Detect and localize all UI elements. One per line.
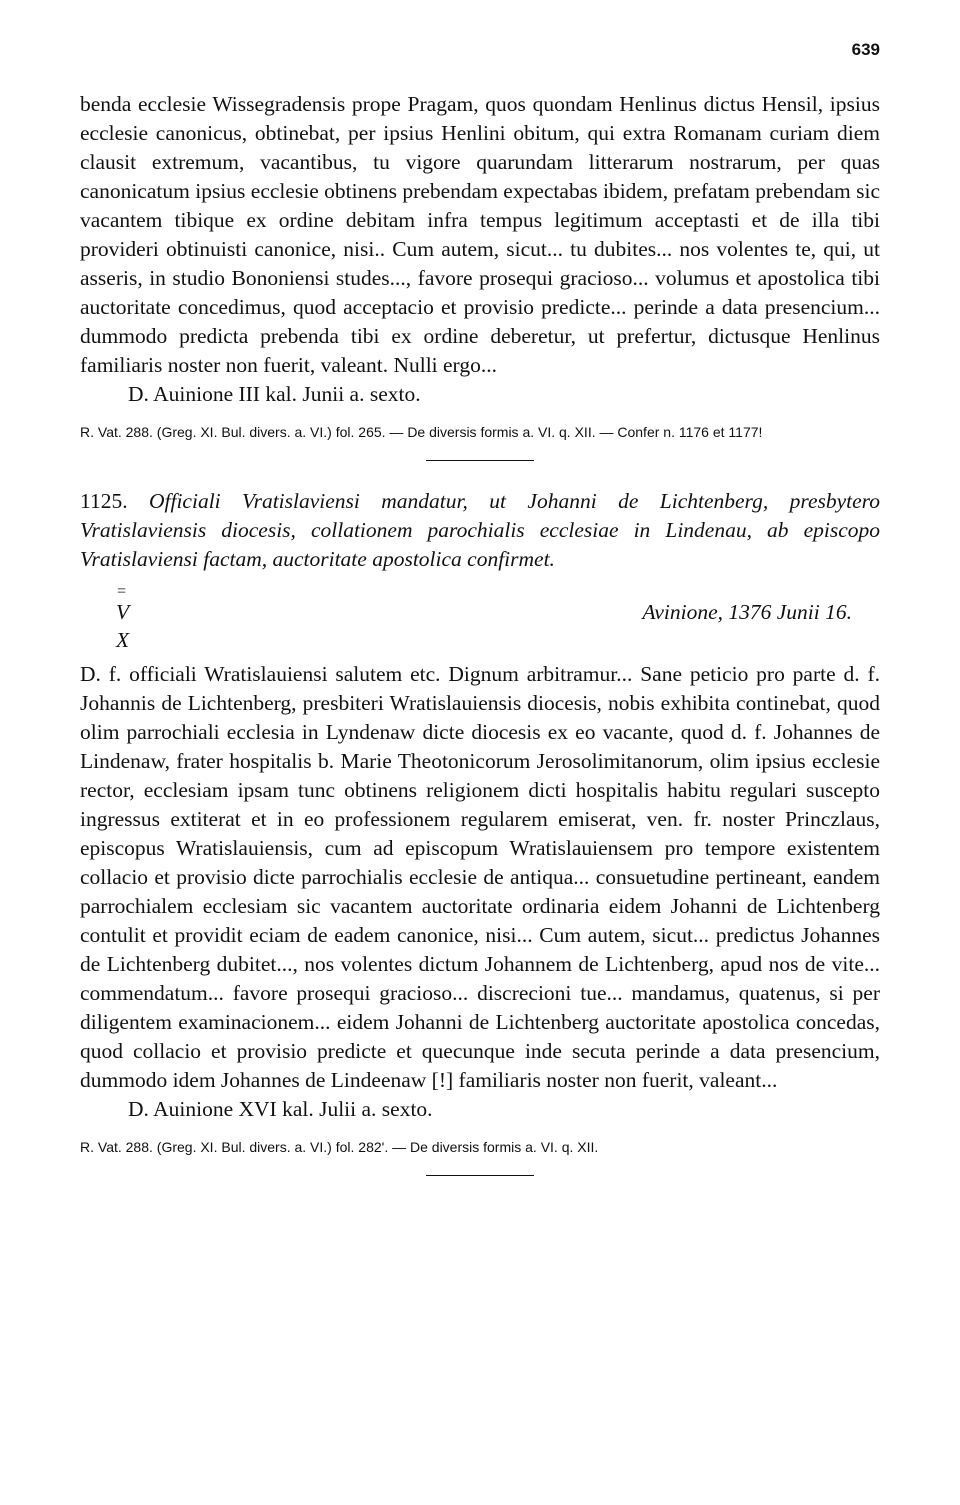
entry-summary: Officiali Vratislaviensi mandatur, ut Johanni de Lichtenberg, presbytero Vratislaviensis diocesis, collationem parochialis ecclesiae in Lindenau, ab episcopo Vratislaviensi factam, auctoritate apostolica confirmet. bbox=[80, 489, 880, 571]
entry-1124-dating: D. Auinione III kal. Junii a. sexto. bbox=[128, 382, 421, 406]
entry-1125-reference: R. Vat. 288. (Greg. XI. Bul. divers. a. VI.) fol. 282'. — De diversis formis a. VI. q. XII. bbox=[80, 1139, 599, 1155]
registry-marks bbox=[80, 584, 880, 658]
entry-1124-reference: R. Vat. 288. (Greg. XI. Bul. divers. a. VI.) fol. 265. — De diversis formis a. VI. q. XII. — Confer n. 1176 et 1177! bbox=[80, 424, 763, 440]
page-number: 639 bbox=[851, 40, 880, 59]
entry-1125-text: D. f. officiali Wratislauiensi salutem etc. Dignum arbitramur... Sane peticio pro parte d. f. Johannis de Lichtenberg, presbiteri Wratislauiensis diocesis, nobis exhibita continebat, quod olim parrochiali ecclesia in Lyndenaw dicte diocesis ex eo vacante, quod d. f. Johannes de Lindenaw, frater hospitalis b. Marie Theotonicorum Jerosolimitanorum, olim ipsius ecclesie rector, ecclesiam ipsam tunc obtinens religionem dicti hospitalis habitu regulari suscepto ingressus extiterat et in eo professionem regularem emiserat, ven. fr. noster Princzlaus, episcopus Wratislauiensis, cum ad episcopum Wratislauiensem pro tempore existentem collacio et provisio dicte parrochialis ecclesie de antiqua... consuetudine pertineant, eandem parrochialem ecclesiam sic vacantem auctoritate ordinaria eidem Johanni de Lichtenberg contulit et providit eciam de eadem canonice, nisi... Cum autem, sicut... predictus Johannes de Lichtenberg dubitet..., nos volentes dictum Johannem de Lichtenberg, apud nos de vite... commendatum... favore prosequi gracioso... discrecioni tue... mandamus, quatenus, si per diligentem examinacionem... eidem Johanni de Lichtenberg auctoritate apostolica concedas, quod collacio et provisio predicte et quecunque inde secuta perinde a data presencium, dummodo idem Johannes de Lindeenaw [!] familiaris noster non fuerit, valeant... bbox=[80, 662, 880, 1092]
section-divider bbox=[426, 1175, 534, 1176]
mark-v: V bbox=[116, 600, 130, 624]
entry-1125-dating: D. Auinione XVI kal. Julii a. sexto. bbox=[128, 1097, 433, 1121]
entry-1124-text: benda ecclesie Wissegradensis prope Pragam, quos quondam Henlinus dictus Hensil, ipsius ecclesie canonicus, obtinebat, per ipsius Henlini obitum, qui extra Romanam curiam diem clausit extremum, vacantibus, tu vigore quarundam litterarum nostrarum, per quas canonicatum ipsius ecclesie obtinens prebendam expectabas ibidem, prefatam prebendam sic vacantem tibique ex ordine debitam infra tempus legitimum acceptasti et de illa tibi provideri obtinuisti canonice, nisi.. Cum autem, sicut... tu dubites... nos volentes te, qui, ut asseris, in studio Bononiensi studes..., favore prosequi gracioso... volumus et apostolica tibi auctoritate concedimus, quod acceptacio et provisio predicte... perinde a data presencium... dummodo predicta prebenda tibi ex ordine deberetur, ut prefertur, dictusque Henlinus familiaris noster non fuerit, valeant. Nulli ergo... bbox=[80, 92, 880, 377]
mark-x: X bbox=[116, 628, 130, 652]
section-divider bbox=[426, 460, 534, 461]
document-page bbox=[80, 36, 880, 1176]
entry-number: 1125. bbox=[80, 489, 128, 513]
place-date: Avinione, 1376 Junii 16. bbox=[642, 600, 852, 624]
entry-1125-heading bbox=[80, 487, 880, 574]
mark-top: = bbox=[116, 583, 127, 600]
